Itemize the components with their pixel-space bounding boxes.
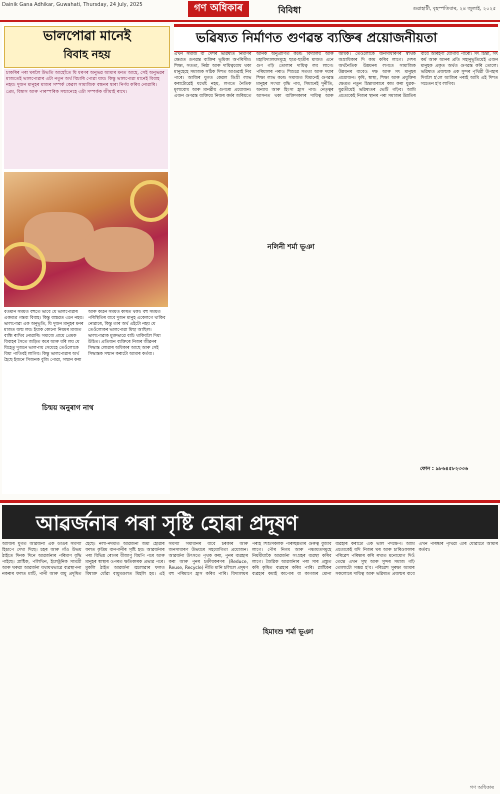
masthead: গণ অধিকাৰ: [188, 1, 249, 17]
footer-label: গণ অধিকাৰ: [469, 785, 494, 791]
main-article-body: এখন সমাজ বা দেশৰ ভৱিষ্যত নিৰ্মাণৰ ক্ষেত্ৰত গুণৱন্ত ব্যক্তিৰ ভূমিকা অপৰিসীম। শিক্ষা, সততা, নিষ্ঠা আৰু দায়িত্ববোধ থকা মানুহেহে সমাজক সঠিক দিশত আগুৱাই নিব পাৰে। আজিৰ যুগত কেৱল ডিগ্ৰী লাভ কৰাটোৱেই যথেষ্ট নহয়, লগতে নৈতিক মূল্যবোধ আৰু মানৱীয় গুণৰো প্ৰয়োজন। এজন গুণৱন্ত ব্যক্তিয়ে নিজৰ কৰ্মৰ জৰিয়তে আনক অনুপ্ৰাণিত কৰে। বিদ্যালয় আৰু মহাবিদ্যালয়সমূহে ছাত্ৰ-ছাত্ৰীৰ মাজত এনে গুণ গঢ়ি তোলাৰ দায়িত্ব লব লাগে। পৰিয়ালৰ পৰাও শিশুৱে সততা আৰু দয়াৰ শিক্ষা লাভ কৰে। সমাজত যিমানেই গুণৱন্ত মানুহৰ সংখ্যা বৃদ্ধি পাব, সিমানেই দুৰ্নীতি, অন্যায় আৰু হিংসা হ্ৰাস পাব। নেতৃত্বৰ আসনত থকা ব্যক্তিসকলৰ দায়িত্ব আৰু অধিক। তেওঁলোকে জনসাধাৰণৰ স্বাৰ্থক অগ্ৰাধিকাৰ দি কাম কৰিব লাগে। দেশৰ অৰ্থনৈতিক উন্নয়নৰ লগতে সামাজিক উন্নয়নৰ বাবেও দক্ষ আৰু সৎ মানুহৰ প্ৰয়োজন। কৃষি, স্বাস্থ্য, শিক্ষা আৰু প্ৰযুক্তিৰ ক্ষেত্ৰত নতুন চিন্তাধাৰাৰে কাম কৰা যুৱক-যুৱতীয়েই ভৱিষ্যতৰ ভেটি গঢ়িব। আমি প্ৰত্যেকেই নিজৰ স্থানৰ পৰা সমাজৰ উন্নতিৰ বাবে অৰিহণা যোগাব পাৰো। সৎ চিন্তা, সৎ কৰ্ম আৰু আনৰ প্ৰতি সহানুভূতিয়েই এজন মানুহক প্ৰকৃত অৰ্থত গুণৱন্ত কৰি তোলে। ভৱিষ্যত প্ৰজন্মক এক সুন্দৰ পৃথিৱী উপহাৰ দিবলৈ হ'লে আজিৰ পৰাই আমি এই দিশত সচেতন হ'ব লাগিব।: [174, 52, 498, 99]
section-divider: [0, 500, 500, 503]
feature-headline-line2: বিবাহ নহয়: [63, 48, 111, 61]
wedding-hands-photo: [4, 172, 168, 307]
header-date-assamese: গুৱাহাটী, বৃহস্পতিবাৰ, ২৪ জুলাই, ২০২৫: [412, 6, 496, 12]
feature-intro: চাকৰিৰ পৰা ঘৰলৈ উভতি আহোঁতে যি ধৰণৰ অনুভৱ আমাৰ মনত আহে, সেই অনুভৱৰ মাজতেই ভালপোৱাৰ এটা নতুন অৰ্থ বিচাৰি পোৱা যায়। কিন্তু ভালপোৱা মানেই বিবাহ নহয়। দুজন মানুহৰ মাজৰ সম্পৰ্ক কেৱল সামাজিক বন্ধনৰ দ্বাৰা নিৰ্ণয় কৰিব নোৱাৰি। প্ৰেম, বিশ্বাস আৰু পাৰস্পৰিক সন্মানেহে এটা সম্পৰ্কক জীয়াই ৰাখে।: [4, 69, 168, 169]
main-headline: ভৱিষ্যত নিৰ্মাণত গুণৱন্ত ব্যক্তিৰ প্ৰয়োজনীয়তা: [196, 31, 438, 46]
section-name: বিবিধা: [278, 6, 301, 16]
main-byline: নলিনী শৰ্মা ভূঞা: [255, 241, 327, 251]
bottom-headline: আৱৰ্জনাৰ পৰা সৃষ্টি হোৱা প্ৰদূষণ: [36, 511, 298, 535]
page-header: [0, 0, 500, 22]
bottom-byline: হিমাংশু শৰ্মা ভূঞা: [248, 626, 328, 636]
feature-article: [2, 24, 170, 494]
feature-headline: [4, 26, 170, 68]
main-note: ফোন : ৯৮৬৪৫৮২৩৩৬: [420, 466, 469, 472]
bottom-article-body: আজিৰ যুগত আৱৰ্জনা এক ডাঙৰ সমস্যা হিচাপে দেখা দিছে। চহৰ আৰু গাঁও উভয় ঠাইতে দিনক দিনে আৱৰ্জনাৰ পৰিমাণ বৃদ্ধি পাইছে। প্লাষ্টিক, পলিথিন, ইলেক্ট্ৰনিক সামগ্ৰী আৰু ঘৰুৱা আৱৰ্জনা যথাযথভাৱে ব্যৱস্থাপনা নকৰাৰ ফলত মাটি, পানী আৰু বায়ু প্ৰদূষিত হৈছে। নলা-নৰ্দমাত আৱৰ্জনা জমা হোৱাৰ ফলত কৃত্ৰিম বানপানীৰ সৃষ্টি হয়। আৱৰ্জনাৰ পৰা বিভিন্ন ৰোগৰ বীজাণু বিয়পি পৰে আৰু মানুহৰ স্বাস্থ্যৰ ওপৰত ক্ষতিকাৰক প্ৰভাৱ পৰে। মুকলি ঠাইত আৱৰ্জনা জ্বলোৱাৰ ফলত বিষাক্ত ধোঁৱা বায়ুমণ্ডলত মিহলি হয়। এই সমস্যা সমাধানৰ বাবে চৰকাৰ আৰু জনসাধাৰণ উভয়ৰে সহযোগিতা প্ৰয়োজন। আৱৰ্জনা উৎসতে পৃথক কৰা, পুনৰ ব্যৱহাৰ কৰা আৰু পুনৰ চক্ৰীয়কৰণৰ (Reduce, Reuse, Recycle) নীতি মানি চলিলে প্ৰদূষণ বহু পৰিমাণে হ্ৰাস কৰিব পাৰি। বিদ্যালয়ৰ পৰাই শিশুসকলক পৰিচ্ছন্নতাৰ গুৰুত্ব বুজাব লাগে। পৌৰ নিগম আৰু পঞ্চায়তসমূহে নিয়মীয়াকৈ আৱৰ্জনা সংগ্ৰহৰ ব্যৱস্থা কৰিব লাগে। জৈৱিক আৱৰ্জনাৰ পৰা সাৰ প্ৰস্তুত কৰি কৃষিত ব্যৱহাৰ কৰিব পাৰি। প্লাষ্টিকৰ ব্যৱহাৰ কমাই কাপোৰ বা কাগজৰ মোনা ব্যৱহাৰ কৰাটো এক ভাল পদক্ষেপ। আমি প্ৰত্যেকেই যদি নিজৰ ঘৰ আৰু চাৰিওফালৰ পৰিৱেশ পৰিষ্কাৰ কৰি ৰখাত মনোযোগ দিওঁ তেন্তে এখন সুস্থ আৰু সুন্দৰ সমাজ গঢ়ি তোলাটো সম্ভৱ হ'ব। পৰিৱেশ সুৰক্ষা আমাৰ সকলোৰে দায়িত্ব আৰু ভৱিষ্যত প্ৰজন্মৰ বাবে এখন পৰিষ্কাৰ পৃথিৱী এৰি যোৱাটো আমাৰ কৰ্তব্য।: [2, 542, 498, 577]
feature-body: বৰ্তমান সময়ত বহুতে ভাবে যে ভালপোৱাৰ একমাত্ৰ গন্তব্য বিবাহ। কিন্তু বাস্তৱত এনে নহয়। ভালপোৱা এক অনুভূতি, যি দুজন মানুহৰ মনৰ মাজত জন্ম লয়। ইয়াক কোনো নিয়মৰ মাজত বান্ধি ৰাখিব নোৱাৰি। সমাজে প্ৰায়ে প্ৰেমক বিবাহৰ সৈতে জড়িত কৰে আৰু ধৰি লয় যে যিহেতু দুজনে ভালপায় সেয়েহে তেওঁলোকে বিয়া পাতিবই লাগিব। কিন্তু ভালপোৱাৰ অৰ্থ হৈছে ইজনে সিজনক বুজি পোৱা, সন্মান কৰা আৰু কঠিন সময়ত কাষত থকা। বহু সময়ত পৰিস্থিতিৰ বাবে দুজন মানুহ একেলগে থাকিব নোৱাৰে, কিন্তু তাৰ অৰ্থ এইটো নহয় যে তেওঁলোকৰ ভালপোৱা মিছা আছিল। ভালপোৱাক মুক্তভাৱে বাচি থাকিবলৈ দিয়া উচিত। প্ৰতিজন ব্যক্তিৰে নিজৰ জীৱনৰ সিদ্ধান্ত লোৱাৰ অধিকাৰ আছে আৰু সেই সিদ্ধান্তক সন্মান কৰাটো আমাৰ কৰ্তব্য।: [4, 310, 166, 363]
bottom-headline-bar: [2, 505, 498, 539]
feature-headline-line1: ভালপোৱা মানেই: [43, 29, 131, 44]
feature-byline: চিন্ময় অনুৰাগ নাথ: [42, 404, 94, 412]
header-dateline: Dainik Gana Adhikar, Guwahati, Thursday, 24 July, 2025: [2, 2, 143, 8]
page-footer: [0, 784, 500, 794]
main-headline-bar: [174, 24, 498, 52]
